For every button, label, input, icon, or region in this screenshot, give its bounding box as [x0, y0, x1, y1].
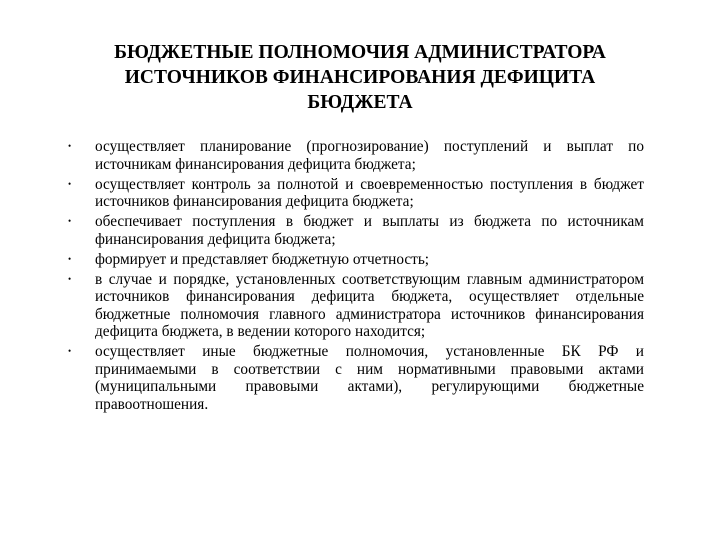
bullet-item-planning	[68, 138, 644, 173]
bullet-item-receipts	[68, 213, 644, 248]
bullet-text: осуществляет иные бюджетные полномочия, установленные БК РФ и принимаемыми в соответствии с ним нормативными правовыми актами (муниципальными правовыми актами), регулирующими бюджетные правоотношения.	[95, 343, 644, 413]
bullet-dot-icon: •	[68, 216, 72, 226]
title-line-3: БЮДЖЕТА	[307, 92, 413, 113]
bullet-dot-icon: •	[68, 346, 72, 356]
title-line-1: БЮДЖЕТНЫЕ ПОЛНОМОЧИЯ АДМИНИСТРАТОРА	[114, 42, 606, 63]
bullet-dot-icon: •	[68, 253, 72, 264]
bullet-text: формирует и представляет бюджетную отчетность;	[95, 250, 430, 268]
title-line-2: ИСТОЧНИКОВ ФИНАНСИРОВАНИЯ ДЕФИЦИТА	[124, 67, 596, 88]
bullet-dot-icon: •	[68, 141, 72, 151]
bullet-text: осуществляет планирование (прогнозирование) поступлений и выплат по источникам финансирования дефицита бюджета;	[95, 138, 644, 173]
bullet-dot-icon: •	[68, 273, 72, 284]
bullet-item-other-powers	[68, 343, 644, 413]
bullet-dot-icon: •	[68, 178, 72, 189]
bullet-list	[68, 138, 644, 416]
bullet-item-reporting	[68, 251, 644, 269]
bullet-text: в случае и порядке, установленных соответствующим главным администратором источников финансирования дефицита бюджета, осуществляет отдельные бюджетные полномочия главного администратора источников финансирования дефицита бюджета, в ведении которого находится;	[95, 270, 644, 340]
bullet-text: обеспечивает поступления в бюджет и выплаты из бюджета по источникам финансирования дефицита бюджета;	[95, 213, 644, 248]
bullet-item-control	[68, 176, 644, 211]
bullet-item-delegated-powers	[68, 271, 644, 341]
slide-title	[40, 40, 680, 115]
bullet-text: осуществляет контроль за полнотой и своевременностью поступления в бюджет источников финансирования дефицита бюджета;	[95, 175, 644, 210]
